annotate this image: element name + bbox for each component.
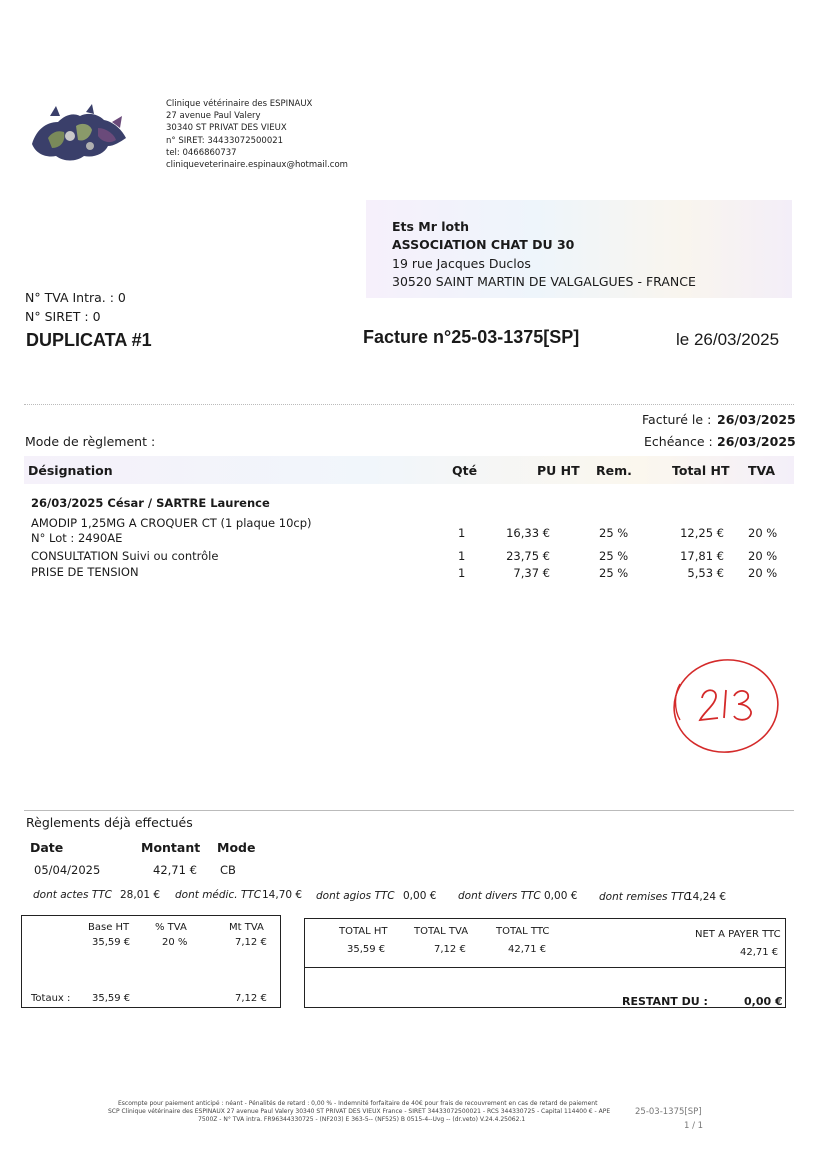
item-qty: 1 xyxy=(458,526,466,540)
item-pu: 16,33 € xyxy=(506,526,550,540)
footer-page-number: 1 / 1 xyxy=(684,1121,704,1131)
billed-date: 26/03/2025 xyxy=(717,412,796,427)
invoice-number: Facture n°25-03-1375[SP] xyxy=(363,327,580,347)
payment-mode-label: Mode de règlement : xyxy=(25,434,156,449)
item-tva: 20 % xyxy=(748,566,778,580)
col-rem: Rem. xyxy=(596,463,632,478)
clinic-email: cliniqueveterinaire.espinaux@hotmail.com xyxy=(166,160,348,171)
breakdown-divers-value: 0,00 € xyxy=(544,890,578,902)
invoice-date: le 26/03/2025 xyxy=(676,330,780,349)
col-pu: PU HT xyxy=(537,463,580,478)
vat-totals-base: 35,59 € xyxy=(92,993,131,1004)
col-tva: TVA xyxy=(748,463,776,478)
clinic-city: 30340 ST PRIVAT DES VIEUX xyxy=(166,123,287,134)
payment-date: 05/04/2025 xyxy=(34,863,101,877)
total-ht-value: 35,59 € xyxy=(347,944,386,955)
item-label: AMODIP 1,25MG A CROQUER CT (1 plaque 10cp) xyxy=(31,516,312,530)
due-date: 26/03/2025 xyxy=(717,434,796,449)
item-qty: 1 xyxy=(458,549,466,563)
payments-col-date: Date xyxy=(30,840,64,855)
footer-invoice-ref: 25-03-1375[SP] xyxy=(635,1107,702,1117)
footer-line3: 7500Z - N° TVA intra. FR96344330725 - (NF203) E 363-5-- (NF525) B 0515-4--Uvg -- (dr.veto) V.24.4.25062.1 xyxy=(198,1116,526,1123)
vat-col-base: Base HT xyxy=(88,922,130,933)
item-rem: 25 % xyxy=(599,526,629,540)
breakdown-agios-label: dont agios TTC xyxy=(316,890,395,902)
total-ttc-label: TOTAL TTC xyxy=(496,926,550,937)
breakdown-divers-label: dont divers TTC xyxy=(458,890,541,902)
vat-totals-label: Totaux : xyxy=(31,993,71,1004)
breakdown-medic-label: dont médic. TTC xyxy=(175,889,262,901)
clinic-logo xyxy=(28,102,128,166)
breakdown-actes-value: 28,01 € xyxy=(120,889,161,901)
recipient-line4: 30520 SAINT MARTIN DE VALGALGUES - FRANCE xyxy=(392,274,696,289)
payments-col-mode: Mode xyxy=(217,840,256,855)
footer-line1: Escompte pour paiement anticipé : néant - Pénalités de retard : 0,00 % - Indemnité forfaitaire de 40€ pour frais de recouvrement en cas de retard de paiement xyxy=(118,1100,598,1107)
total-tva-label: TOTAL TVA xyxy=(414,926,469,937)
breakdown-remises-label: dont remises TTC xyxy=(599,891,692,903)
item-lot: N° Lot : 2490AE xyxy=(31,531,123,545)
remaining-due-label: RESTANT DU : xyxy=(622,995,708,1008)
item-tva: 20 % xyxy=(748,526,778,540)
clinic-siret: n° SIRET: 34433072500021 xyxy=(166,135,284,146)
clinic-address-block xyxy=(166,98,348,171)
clinic-name: Clinique vétérinaire des ESPINAUX xyxy=(166,99,313,109)
vat-totals-mt: 7,12 € xyxy=(235,993,267,1004)
payment-mode: CB xyxy=(220,863,236,877)
totals-box-separator xyxy=(304,967,785,968)
recipient-line2: ASSOCIATION CHAT DU 30 xyxy=(392,237,575,252)
item-qty: 1 xyxy=(458,566,466,580)
breakdown-remises-value: 14,24 € xyxy=(686,891,727,903)
total-ht-label: TOTAL HT xyxy=(339,926,388,937)
total-tva-value: 7,12 € xyxy=(434,944,466,955)
recipient-box xyxy=(366,200,792,298)
group-title: 26/03/2025 César / SARTRE Laurence xyxy=(31,496,270,510)
clinic-tel: tel: 0466860737 xyxy=(166,147,237,158)
item-pu: 7,37 € xyxy=(513,566,550,580)
items-table-header xyxy=(24,456,794,484)
recipient-line1: Ets Mr loth xyxy=(392,219,470,234)
item-label: CONSULTATION Suivi ou contrôle xyxy=(31,549,219,563)
item-pu: 23,75 € xyxy=(506,549,550,563)
payments-col-amount: Montant xyxy=(141,840,201,855)
payments-title: Règlements déjà effectués xyxy=(26,815,193,830)
payment-amount: 42,71 € xyxy=(153,863,197,877)
breakdown-actes-label: dont actes TTC xyxy=(33,889,112,901)
clinic-street: 27 avenue Paul Valery xyxy=(166,111,261,122)
vat-col-mt: Mt TVA xyxy=(229,922,264,933)
due-label: Echéance : xyxy=(644,434,713,449)
vat-col-pct: % TVA xyxy=(155,922,187,933)
handwritten-circled-number xyxy=(666,654,782,758)
recipient-line3: 19 rue Jacques Duclos xyxy=(392,256,531,271)
vat-mt-value: 7,12 € xyxy=(235,937,267,948)
item-label: PRISE DE TENSION xyxy=(31,565,139,579)
total-ttc-value: 42,71 € xyxy=(508,944,547,955)
item-total: 17,81 € xyxy=(680,549,724,563)
vat-base-value: 35,59 € xyxy=(92,937,131,948)
duplicata-label: DUPLICATA #1 xyxy=(26,330,152,350)
breakdown-medic-value: 14,70 € xyxy=(262,889,303,901)
breakdown-agios-value: 0,00 € xyxy=(403,890,437,902)
vat-pct-value: 20 % xyxy=(162,937,188,948)
net-to-pay-label: NET A PAYER TTC xyxy=(695,929,781,940)
tva-intra: N° TVA Intra. : 0 xyxy=(25,290,126,305)
col-qty: Qté xyxy=(452,463,478,478)
siret-number: N° SIRET : 0 xyxy=(25,309,101,324)
divider xyxy=(24,404,794,405)
item-total: 5,53 € xyxy=(687,566,724,580)
col-total: Total HT xyxy=(672,463,730,478)
footer-line2: SCP Clinique vétérinaire des ESPINAUX 27 avenue Paul Valery 30340 ST PRIVAT DES VIEUX France - SIRET 34433072500021 - RCS 344330725 - Capital 114400 € - APE xyxy=(108,1108,611,1115)
remaining-due-value: 0,00 € xyxy=(744,995,783,1008)
item-total: 12,25 € xyxy=(680,526,724,540)
net-to-pay-value: 42,71 € xyxy=(740,947,779,958)
col-designation: Désignation xyxy=(28,463,113,478)
item-tva: 20 % xyxy=(748,549,778,563)
item-rem: 25 % xyxy=(599,549,629,563)
divider xyxy=(24,810,794,811)
billed-label: Facturé le : xyxy=(642,412,712,427)
item-rem: 25 % xyxy=(599,566,629,580)
